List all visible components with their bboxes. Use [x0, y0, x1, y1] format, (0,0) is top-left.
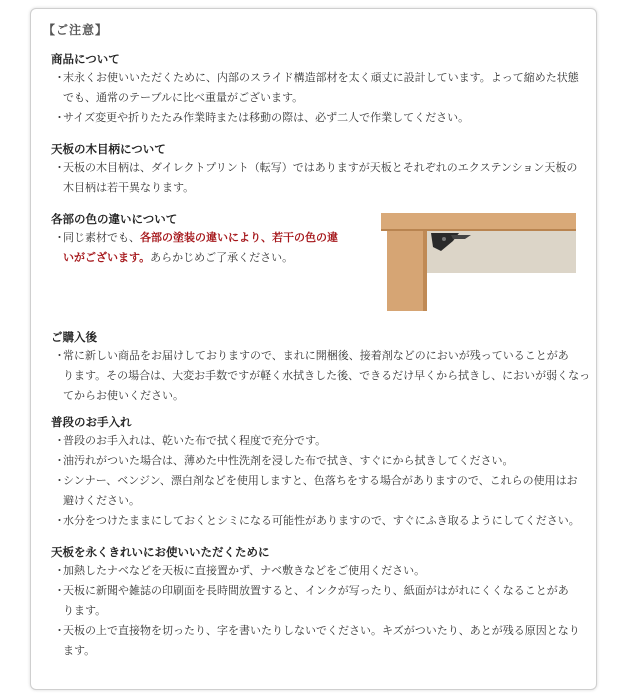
list-item: ・ 常に新しい商品をお届けしておりますので、まれに開梱後、接着剤などのにおいが残っていることがあ ります。その場合は、大変お手数ですが軽く水拭きした後、できるだけ早くから拭きし、においが弱くなっ てからお使いください。: [54, 349, 591, 402]
section-title: 普段のお手入れ: [51, 415, 132, 429]
list-item: ・ 天板の上で直接物を切ったり、字を書いたりしないでください。キズがついたり、あとが残る原因となり ます。: [54, 624, 580, 657]
notice-card: [30, 8, 597, 690]
section-daily-care: [51, 414, 591, 531]
list-item: ・ シンナー、ベンジン、漂白剤などを使用しますと、色落ちをする場合がありますので、これらの使用はお 避けください。: [54, 474, 578, 507]
section-title: 天板の木目柄について: [51, 142, 166, 156]
warning-highlight: いがございます。: [63, 251, 151, 264]
list-item: ・ 水分をつけたままにしておくとシミになる可能性がありますので、すぐにふき取るようにしてください。: [54, 514, 580, 527]
list-item: ・ 天板に新聞や雑誌の印刷面を長時間放置すると、インクが写ったり、紙面がはがれにくくなることがあ ります。: [54, 584, 569, 617]
list-item: ・ 末永くお使いいただくために、内部のスライド構造部材を太く頑丈に設計しています。よって縮めた状態 でも、通常のテーブルに比べ重量がございます。: [54, 71, 579, 104]
list-item: ・ 油汚れがついた場合は、薄めた中性洗剤を浸した布で拭き、すぐにから拭きしてください。: [54, 454, 514, 467]
notice-header: 【ご注意】: [43, 23, 109, 37]
section-woodgrain: [51, 141, 591, 198]
section-title: ご購入後: [51, 330, 97, 344]
list-item: ・ 天板の木目柄は、ダイレクトプリント（転写）ではありますが天板とそれぞれのエクステンション天板の 木目柄は若干異なります。: [54, 161, 578, 194]
list-item: ・ サイズ変更や折りたたみ作業時または移動の際は、必ず二人で作業してください。: [54, 111, 470, 124]
list-item: ・ 同じ素材でも、各部の塗装の違いにより、若干の色の違 いがございます。あらかじめご了承ください。: [54, 231, 338, 264]
section-after-purchase: [51, 329, 591, 406]
table-leg-photo: [381, 211, 576, 311]
section-product: [51, 51, 591, 128]
list-item: ・ 普段のお手入れは、乾いた布で拭く程度で充分です。: [54, 434, 327, 447]
section-long-use: [51, 544, 591, 661]
section-title: 商品について: [51, 52, 120, 66]
list-item: ・ 加熱したナベなどを天板に直接置かず、ナベ敷きなどをご使用ください。: [54, 564, 426, 577]
section-color-difference: [51, 211, 381, 268]
section-title: 各部の色の違いについて: [51, 212, 178, 226]
section-title: 天板を永くきれいにお使いいただくために: [51, 545, 270, 559]
warning-highlight: 各部の塗装の違いにより、若干の色の違: [140, 231, 338, 244]
